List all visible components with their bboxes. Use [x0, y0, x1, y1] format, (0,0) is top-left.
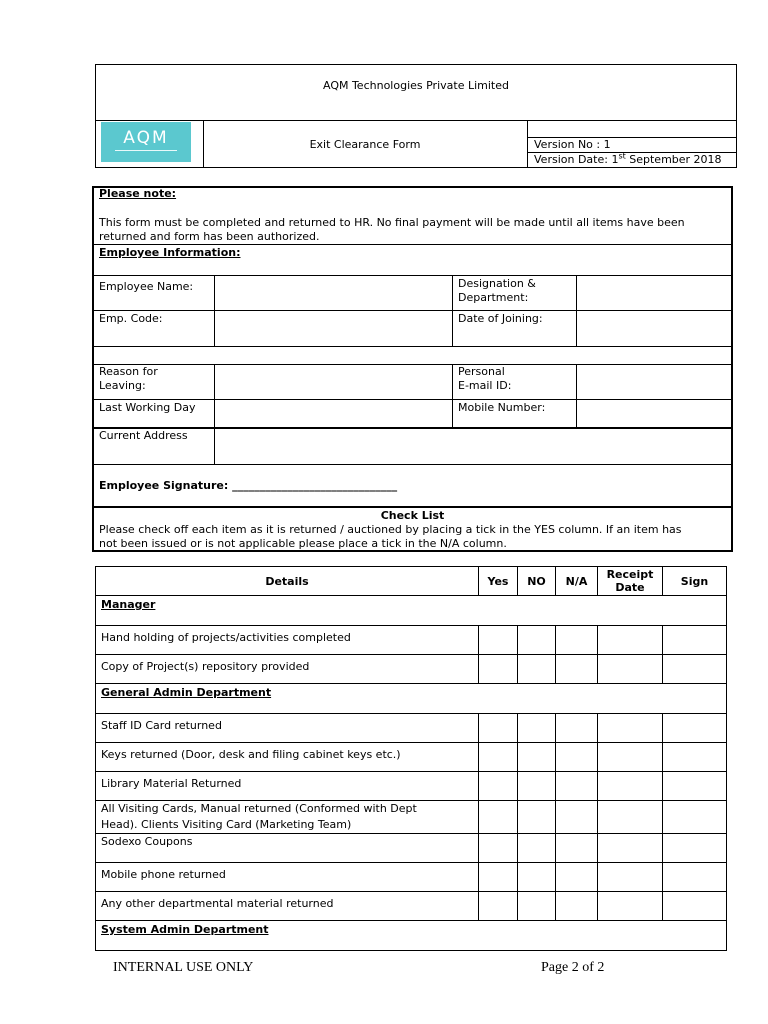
sign-cell[interactable]	[663, 626, 727, 655]
no-cell[interactable]	[518, 834, 556, 863]
receipt-date-cell[interactable]	[598, 626, 663, 655]
no-cell[interactable]	[518, 801, 556, 834]
receipt-date-cell[interactable]	[598, 772, 663, 801]
yes-cell[interactable]	[479, 863, 518, 892]
version-number: Version No : 1	[534, 138, 611, 151]
form-title: Exit Clearance Form	[309, 138, 421, 151]
checklist-table	[95, 566, 727, 951]
company-logo	[101, 122, 191, 162]
table-row	[96, 626, 727, 655]
header-receipt-date	[598, 567, 663, 596]
receipt-date-cell[interactable]	[598, 655, 663, 684]
na-cell[interactable]	[556, 801, 598, 834]
date-of-joining-label: Date of Joining:	[458, 312, 543, 325]
header-details: Details	[96, 567, 479, 596]
item-label: Sodexo Coupons	[96, 834, 479, 863]
item-label: Keys returned (Door, desk and filing cabinet keys etc.)	[96, 743, 479, 772]
reason-label-2: Leaving:	[99, 379, 146, 392]
company-name: AQM Technologies Private Limited	[322, 79, 509, 92]
no-cell[interactable]	[518, 863, 556, 892]
col-divider-1-b	[214, 364, 215, 464]
table-row	[96, 801, 727, 834]
na-cell[interactable]	[556, 863, 598, 892]
header-divider	[95, 120, 737, 121]
logo-underline	[115, 150, 177, 151]
section-row-general-admin	[96, 684, 727, 714]
visiting-cards-line-2: Head). Clients Visiting Card (Marketing Team)	[101, 818, 352, 831]
checklist-header-row	[96, 567, 727, 596]
section-system-admin: System Admin Department	[96, 921, 727, 951]
col-divider-3-a	[576, 275, 577, 346]
rule-row-2	[93, 346, 732, 347]
col-divider-3-b	[576, 364, 577, 428]
receipt-date-cell[interactable]	[598, 863, 663, 892]
na-cell[interactable]	[556, 834, 598, 863]
yes-cell[interactable]	[479, 834, 518, 863]
last-working-day-label: Last Working Day	[99, 401, 196, 414]
yes-cell[interactable]	[479, 772, 518, 801]
na-cell[interactable]	[556, 772, 598, 801]
last-working-day-field[interactable]	[214, 400, 452, 427]
designation-field[interactable]	[576, 276, 732, 310]
col-divider-2-a	[452, 275, 453, 346]
sign-cell[interactable]	[663, 772, 727, 801]
employee-name-label: Employee Name:	[99, 280, 194, 293]
footer-internal-use: INTERNAL USE ONLY	[113, 960, 254, 975]
reason-label-1: Reason for	[99, 365, 158, 378]
table-row	[96, 863, 727, 892]
header-na: N/A	[556, 567, 598, 596]
sign-cell[interactable]	[663, 743, 727, 772]
no-cell[interactable]	[518, 892, 556, 921]
personal-email-label-2: E-mail ID:	[458, 379, 512, 392]
section-row-manager	[96, 596, 727, 626]
sign-cell[interactable]	[663, 801, 727, 834]
no-cell[interactable]	[518, 714, 556, 743]
no-cell[interactable]	[518, 655, 556, 684]
item-label-visiting-cards	[96, 801, 479, 834]
checklist-intro-line-2: not been issued or is not applicable please place a tick in the N/A column.	[99, 537, 507, 550]
rule-signature	[93, 506, 732, 508]
col-divider-2-b	[452, 364, 453, 428]
rule-note	[93, 244, 732, 245]
checklist-heading: Check List	[380, 509, 445, 522]
checklist-intro-line-1: Please check off each item as it is returned / auctioned by placing a tick in the YES column. If an item has	[99, 523, 682, 536]
na-cell[interactable]	[556, 892, 598, 921]
version-date-sup: st	[618, 151, 626, 161]
emp-code-field[interactable]	[214, 311, 452, 346]
item-label: Library Material Returned	[96, 772, 479, 801]
table-row	[96, 892, 727, 921]
header-no: NO	[518, 567, 556, 596]
col-divider-1-a	[214, 275, 215, 346]
no-cell[interactable]	[518, 626, 556, 655]
date-of-joining-field[interactable]	[576, 311, 732, 346]
visiting-cards-line-1: All Visiting Cards, Manual returned (Conformed with Dept	[101, 802, 417, 815]
sign-cell[interactable]	[663, 863, 727, 892]
na-cell[interactable]	[556, 743, 598, 772]
logo-text: AQM	[123, 128, 169, 148]
mobile-number-label: Mobile Number:	[458, 401, 546, 414]
receipt-date-cell[interactable]	[598, 892, 663, 921]
reason-field[interactable]	[214, 365, 452, 399]
header-receipt-date-line-2: Date	[615, 581, 645, 594]
current-address-field[interactable]	[214, 429, 732, 464]
yes-cell[interactable]	[479, 892, 518, 921]
note-line-1: This form must be completed and returned to HR. No final payment will be made until all items have been	[99, 216, 685, 229]
header-yes: Yes	[479, 567, 518, 596]
item-label: Hand holding of projects/activities completed	[96, 626, 479, 655]
footer-page-number: Page 2 of 2	[541, 960, 605, 975]
table-row	[96, 743, 727, 772]
item-label: Copy of Project(s) repository provided	[96, 655, 479, 684]
section-row-system-admin	[96, 921, 727, 951]
receipt-date-cell[interactable]	[598, 714, 663, 743]
yes-cell[interactable]	[479, 714, 518, 743]
designation-label-2: Department:	[458, 291, 529, 304]
version-date	[534, 153, 722, 167]
table-row	[96, 772, 727, 801]
section-manager: Manager	[96, 596, 727, 626]
personal-email-label-1: Personal	[458, 365, 505, 378]
please-note-heading: Please note:	[99, 187, 177, 200]
na-cell[interactable]	[556, 714, 598, 743]
mobile-number-field[interactable]	[576, 400, 732, 427]
note-line-2: returned and form has been authorized.	[99, 230, 320, 243]
employee-name-field[interactable]	[214, 276, 452, 310]
sign-cell[interactable]	[663, 655, 727, 684]
emp-code-label: Emp. Code:	[99, 312, 163, 325]
current-address-label: Current Address	[99, 429, 188, 442]
header-version-divider	[527, 120, 528, 168]
table-row	[96, 714, 727, 743]
yes-cell[interactable]	[479, 626, 518, 655]
item-label: Staff ID Card returned	[96, 714, 479, 743]
no-cell[interactable]	[518, 743, 556, 772]
employee-signature[interactable]: Employee Signature: ______________________________	[99, 479, 398, 492]
yes-cell[interactable]	[479, 655, 518, 684]
sign-cell[interactable]	[663, 714, 727, 743]
header-sign: Sign	[663, 567, 727, 596]
version-date-suffix: September 2018	[625, 153, 722, 166]
employee-info-heading: Employee Information:	[99, 246, 241, 259]
na-cell[interactable]	[556, 655, 598, 684]
receipt-date-cell[interactable]	[598, 801, 663, 834]
table-row	[96, 834, 727, 863]
item-label: Any other departmental material returned	[96, 892, 479, 921]
sign-cell[interactable]	[663, 892, 727, 921]
designation-label-1: Designation &	[458, 277, 536, 290]
yes-cell[interactable]	[479, 801, 518, 834]
receipt-date-cell[interactable]	[598, 834, 663, 863]
yes-cell[interactable]	[479, 743, 518, 772]
personal-email-field[interactable]	[576, 365, 732, 399]
na-cell[interactable]	[556, 626, 598, 655]
section-general-admin: General Admin Department	[96, 684, 727, 714]
version-date-prefix: Version Date: 1	[534, 153, 619, 166]
item-label: Mobile phone returned	[96, 863, 479, 892]
sign-cell[interactable]	[663, 834, 727, 863]
rule-row-5	[93, 464, 732, 465]
no-cell[interactable]	[518, 772, 556, 801]
receipt-date-cell[interactable]	[598, 743, 663, 772]
header-receipt-date-line-1: Receipt	[606, 568, 654, 581]
table-row	[96, 655, 727, 684]
